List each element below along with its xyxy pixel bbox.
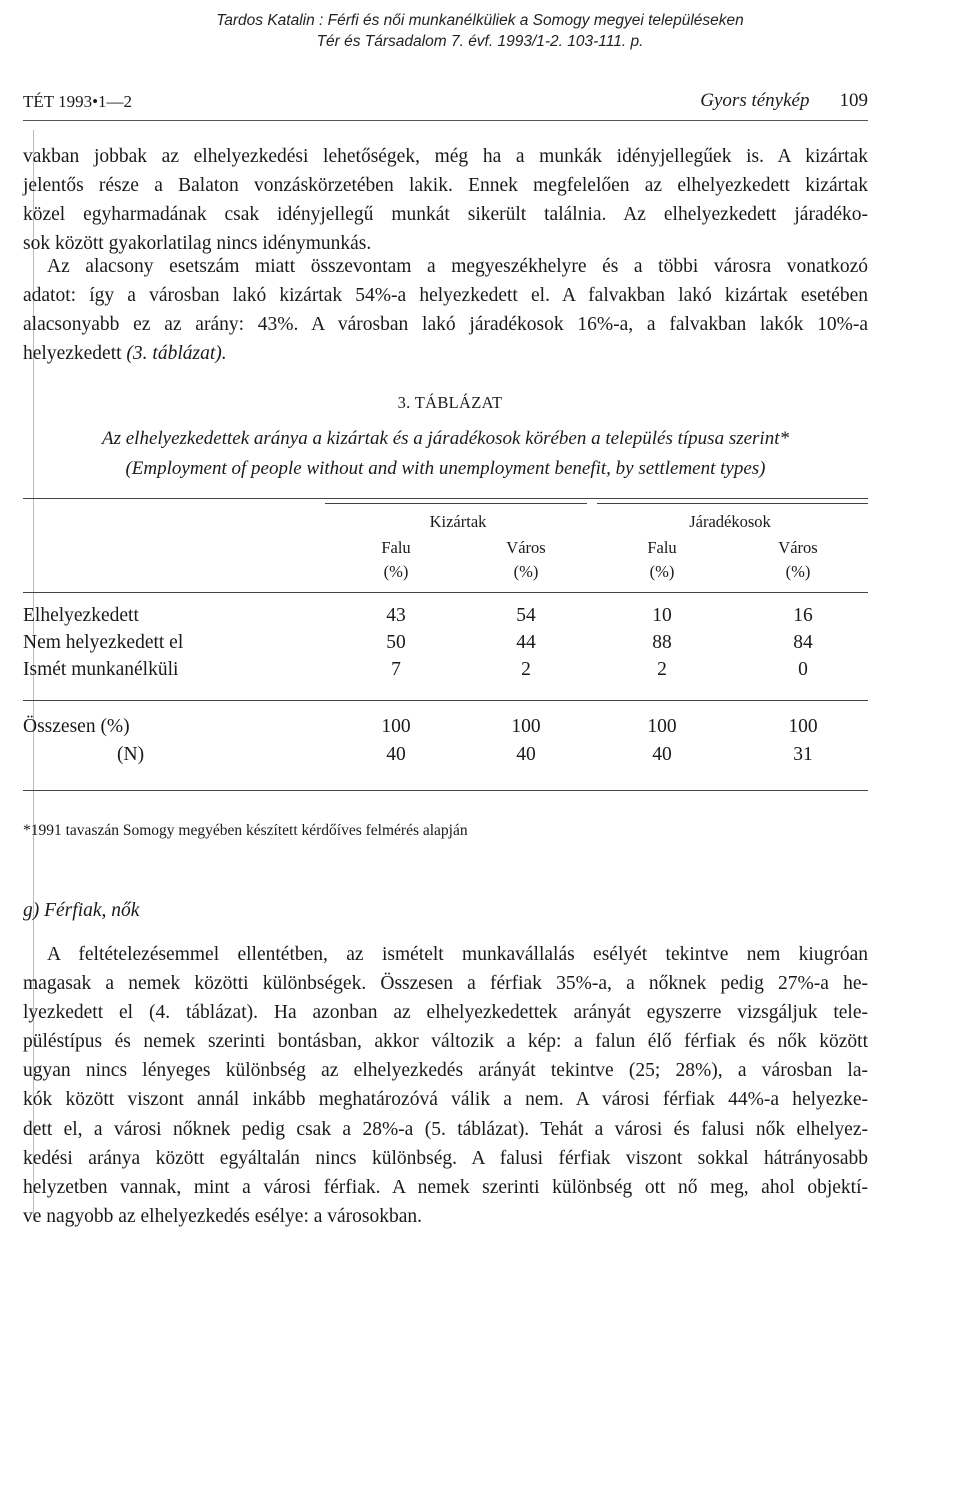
second-paragraph <box>23 252 868 368</box>
text-line: Az alacsony esetszám miatt összevontam a megyeszékhelyre és a többi városra vonatkozó <box>47 256 868 277</box>
sub-header: Falu <box>647 538 677 557</box>
table-cell: 44 <box>516 632 536 653</box>
unit-header: (%) <box>513 562 539 581</box>
group-divider <box>597 503 868 504</box>
table-title-en: (Employment of people without and with unemployment benefit, by settlement types) <box>125 458 766 479</box>
table-cell: 43 <box>386 605 406 626</box>
text-line: püléstípus és nemek szerinti bontásban, akkor változik a kép: a falun élő férfiak és nők között <box>23 1031 868 1053</box>
total-cell: 100 <box>381 716 411 737</box>
table-cell: 2 <box>521 659 531 680</box>
n-cell: 40 <box>652 744 672 765</box>
unit-header: (%) <box>785 562 811 581</box>
table-title-hu: Az elhelyezkedettek aránya a kizártak és a járadékosok körében a település típusa szerint* <box>102 428 789 449</box>
citation-header <box>0 10 960 52</box>
table-cell: 54 <box>516 605 536 626</box>
table-number: 3. TÁBLÁZAT <box>397 393 503 412</box>
total-label: Összesen (%) <box>23 716 130 737</box>
sub-header: Falu <box>381 538 411 557</box>
text-line: ve nagyobb az elhelyezkedés esélye: a városokban. <box>23 1205 423 1227</box>
n-cell: 40 <box>386 744 406 765</box>
sub-header: Város <box>778 538 818 557</box>
table-cell: 16 <box>793 605 813 626</box>
text-line: helyzetben vannak, mint a városi férfiak. A nemek szerinti különbség ott nő meg, ahol objektí- <box>23 1176 868 1198</box>
text-line: dett el, a városi nőknek pedig csak a 28%-a (5. táblázat). Tehát a városi és falusi nők elhelyez- <box>23 1118 868 1140</box>
text-line <box>23 339 868 368</box>
table-reference: (3. táblázat). <box>126 343 227 365</box>
citation-line-2: Tér és Társadalom 7. évf. 1993/1-2. 103-111. p. <box>316 33 644 50</box>
text-line: sok között gyakorlatilag nincs idénymunkás. <box>23 233 372 255</box>
sub-header: Város <box>506 538 546 557</box>
group-divider <box>325 503 587 504</box>
table-bottom-rule <box>23 790 868 791</box>
row-label: Elhelyezkedett <box>23 605 139 626</box>
unit-header: (%) <box>383 562 409 581</box>
unit-header: (%) <box>649 562 675 581</box>
n-cell: 31 <box>793 744 813 765</box>
section-title: Gyors ténykép <box>700 90 810 111</box>
total-cell: 100 <box>511 716 541 737</box>
row-label: Nem helyezkedett el <box>23 632 184 653</box>
text-line: közel egyharmadának csak idényjellegű munkát sikerült találnia. Az elhelyezkedett járadéko- <box>23 204 868 226</box>
table-cell: 50 <box>386 632 406 653</box>
group-header-jaradekosok: Járadékosok <box>689 512 771 531</box>
citation-line-1: Tardos Katalin : Férfi és női munkanélküliek a Somogy megyei településeken <box>216 12 744 29</box>
page-number: 109 <box>839 90 868 111</box>
running-head-right <box>700 90 868 112</box>
total-cell: 100 <box>647 716 677 737</box>
table-body-rule <box>23 700 868 701</box>
running-head <box>23 90 868 121</box>
journal-issue: TÉT 1993•1—2 <box>23 92 133 111</box>
table-cell: 10 <box>652 605 672 626</box>
row-label: Ismét munkanélküli <box>23 659 179 680</box>
text-line: adatot: így a városban lakó kizártak 54%-a helyezkedett el. A falvakban lakó kizártak esetében <box>23 285 868 307</box>
table-top-rule <box>23 498 868 499</box>
total-cell: 100 <box>788 716 818 737</box>
intro-paragraph <box>23 142 868 258</box>
text-line: A feltételezésemmel ellentétben, az ismételt munkavállalás esélyét tekintve nem kiugróan <box>47 944 868 965</box>
table-cell: 88 <box>652 632 672 653</box>
text-line: alacsonyabb ez az arány: 43%. A városban lakó járadékosok 16%-a, a falvakban lakók 10%-a <box>23 314 868 336</box>
text-line: kedési aránya között egyáltalán nincs különbség. A falusi férfiak viszont sokkal hátrányosabb <box>23 1147 868 1169</box>
text-line: magasak a nemek közötti különbségek. Összesen a férfiak 35%-a, a nőknek pedig 27%-a he- <box>23 973 868 995</box>
table-cell: 0 <box>798 659 808 680</box>
table-cell: 84 <box>793 632 813 653</box>
table-header-rule <box>23 592 868 593</box>
text-line: ugyan nincs lényeges különbség az elhelyezkedés arányát tekintve (25; 28%), a városban la- <box>23 1060 868 1082</box>
text-line: jelentős része a Balaton vonzáskörzetében lakik. Ennek megfelelően az elhelyezkedett kizártak <box>23 175 868 197</box>
table-cell: 7 <box>391 659 401 680</box>
table-cell: 2 <box>657 659 667 680</box>
text-line-start: helyezkedett <box>23 343 127 365</box>
section-heading: g) Férfiak, nők <box>23 900 140 921</box>
text-line: vakban jobbak az elhelyezkedési lehetőségek, még ha a munkák idényjellegűek is. A kizártak <box>23 146 868 167</box>
group-header-kizartak: Kizártak <box>429 512 487 531</box>
section-paragraph <box>23 940 868 1231</box>
n-cell: 40 <box>516 744 536 765</box>
text-line: kók között viszont annál inkább meghatározóvá válik a nem. A városi férfiak 44%-a helyezke- <box>23 1089 868 1111</box>
table-footnote: *1991 tavaszán Somogy megyében készített kérdőíves felmérés alapján <box>23 822 468 839</box>
n-label: (N) <box>117 744 145 765</box>
text-line: lyezkedett el (4. táblázat). Ha azonban az elhelyezkedettek arányát egyszerre vizsgáljuk tele- <box>23 1002 868 1024</box>
